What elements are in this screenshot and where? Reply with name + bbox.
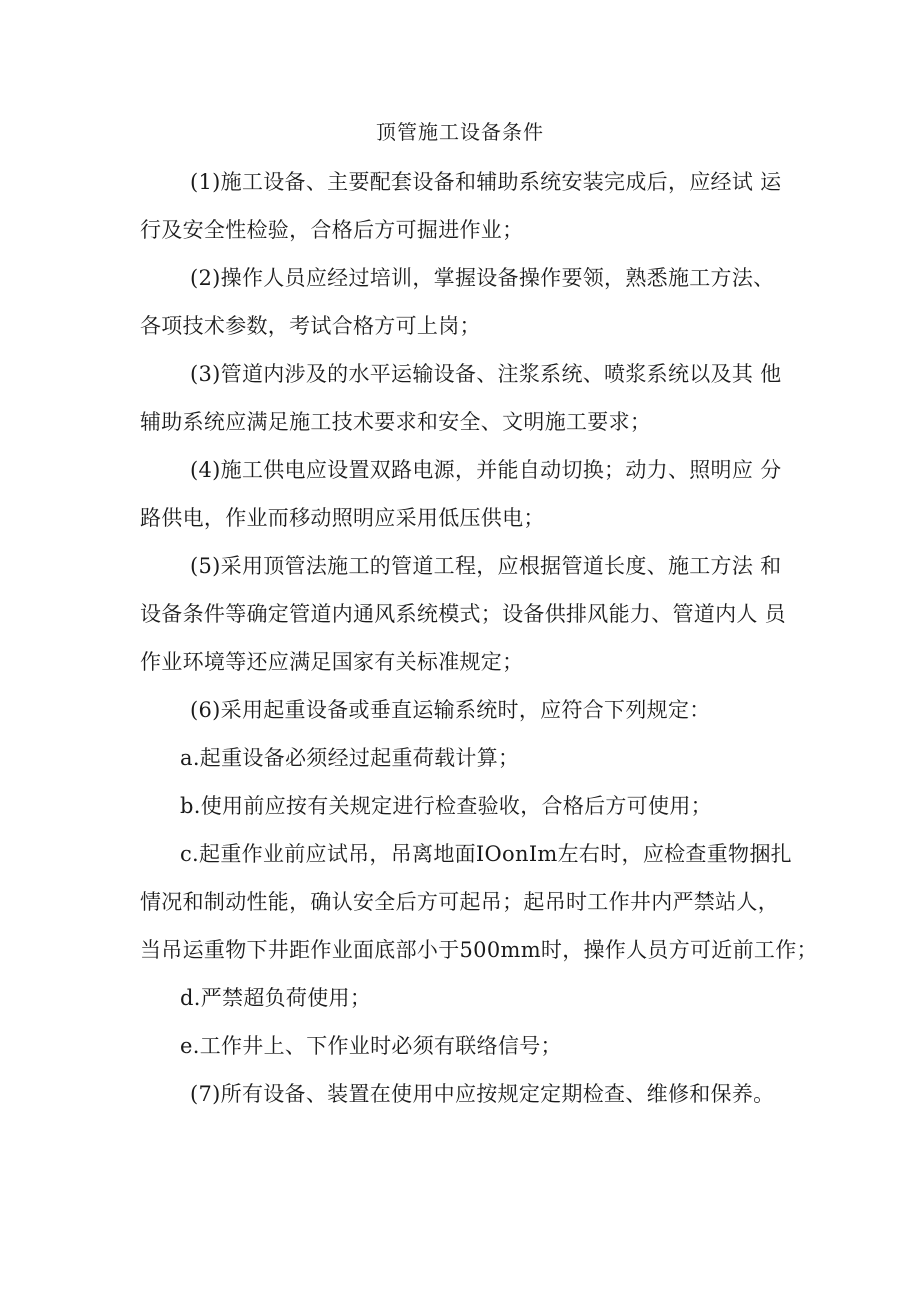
document-title: 顶管施工设备条件 xyxy=(376,120,544,144)
sub-item-c-line-3: 当吊运重物下井距作业面底部小于500mm时，操作人员方可近前工作； xyxy=(140,938,818,962)
item-2-line-2: 各项技术参数，考试合格方可上岗； xyxy=(140,314,481,338)
item-5-line-3: 作业环境等还应满足国家有关标准规定； xyxy=(140,650,524,674)
item-2-line-1: (2)操作人员应经过培训，掌握设备操作要领，熟悉施工方法、 xyxy=(190,266,775,290)
item-7-line-1: (7)所有设备、装置在使用中应按规定定期检查、维修和保养。 xyxy=(190,1082,775,1106)
item-1-line-2: 行及安全性检验，合格后方可掘进作业； xyxy=(140,218,524,242)
sub-item-c-line-2: 情况和制动性能，确认安全后方可起吊；起吊时工作井内严禁站人， xyxy=(140,890,779,914)
sub-item-e: e.工作井上、下作业时必须有联络信号； xyxy=(180,1034,562,1058)
sub-item-a: a.起重设备必须经过起重荷载计算； xyxy=(180,746,520,770)
item-4-line-1: (4)施工供电应设置双路电源，并能自动切换；动力、照明应 分 xyxy=(190,458,782,482)
item-6-line-1: (6)采用起重设备或垂直运输系统时，应符合下列规定： xyxy=(190,698,711,722)
sub-item-d: d.严禁超负荷使用； xyxy=(180,986,372,1010)
item-3-line-2: 辅助系统应满足施工技术要求和安全、文明施工要求； xyxy=(140,410,652,434)
item-1-line-1: (1)施工设备、主要配套设备和辅助系统安装完成后，应经试 运 xyxy=(190,170,782,194)
sub-item-b: b.使用前应按有关规定进行检查验收，合格后方可使用； xyxy=(180,794,712,818)
item-5-line-2: 设备条件等确定管道内通风系统模式；设备供排风能力、管道内人 员 xyxy=(140,602,786,626)
item-5-line-1: (5)采用顶管法施工的管道工程，应根据管道长度、施工方法 和 xyxy=(190,554,782,578)
item-4-line-2: 路供电，作业而移动照明应采用低压供电； xyxy=(140,506,545,530)
item-3-line-1: (3)管道内涉及的水平运输设备、注浆系统、喷浆系统以及其 他 xyxy=(190,362,782,386)
sub-item-c-line-1: c.起重作业前应试吊，吊离地面IOonIm左右时，应检查重物捆扎 xyxy=(180,842,792,866)
